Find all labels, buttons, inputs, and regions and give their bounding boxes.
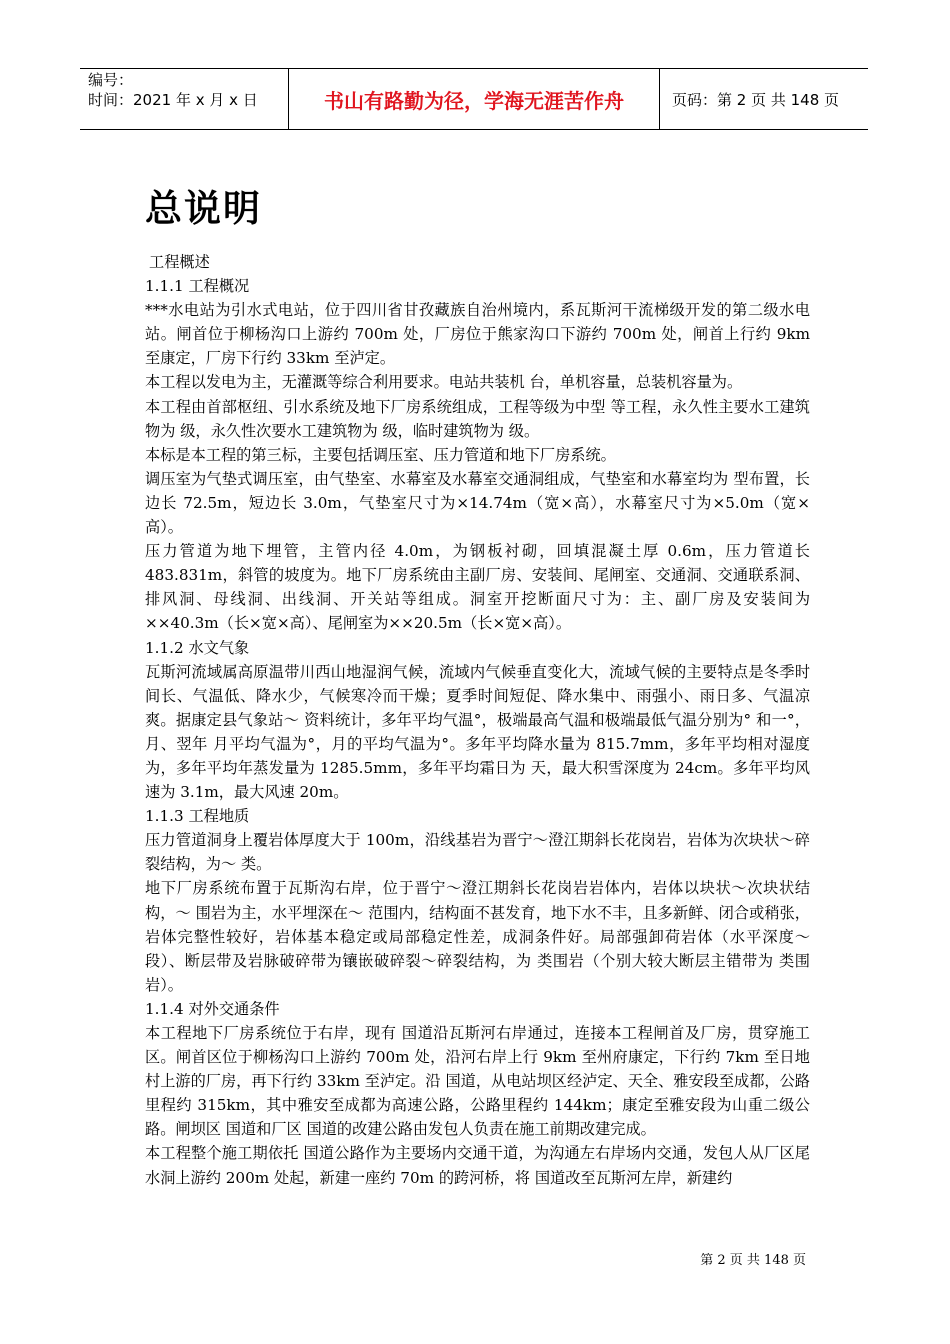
page-header — [80, 68, 868, 130]
header-motto-text: 书山有路勤为径，学海无涯苦作舟 — [324, 88, 624, 113]
header-page-info — [660, 69, 868, 129]
header-motto — [289, 69, 660, 129]
header-number-label: 编号： — [88, 71, 134, 89]
body-paragraph: 调压室为气垫式调压室，由气垫室、水幕室及水幕室交通洞组成，气垫室和水幕室均为 型布置，长边长 72.5m，短边长 3.0m，气垫室尺寸为×14.74m（宽×高），水幕室尺寸为×5.0m（宽×高）。 — [145, 469, 810, 537]
document-body — [145, 250, 810, 1190]
body-paragraph: 本工程整个施工期依托 国道公路作为主要场内交通干道，为沟通左右岸场内交通，发包人从厂区尾水洞上游约 200m 处起，新建一座约 70m 的跨河桥，将 国道改至瓦斯河左岸，新建约 — [145, 1144, 810, 1187]
body-paragraph: 本工程地下厂房系统位于右岸，现有 国道沿瓦斯河右岸通过，连接本工程闸首及厂房，贯穿施工区。闸首区位于柳杨沟口上游约 700m 处，沿河右岸上行 9km 至州府康定，下行约 7km 至日地村上游的厂房，再下行约 33km 至泸定。沿 国道，从电站坝区经泸定、天全、雅安段至成都，公路里程约 315km，其中雅安至成都为高速公路，公路里程约 144km；康定至雅安段为山重二级公路。闸坝区 国道和厂区 国道的改建公路由发包人负责在施工前期改建完成。 — [145, 1024, 810, 1139]
header-meta — [80, 69, 289, 129]
body-paragraph: 压力管道为地下埋管，主管内径 4.0m，为钢板衬砌，回填混凝土厚 0.6m，压力管道长 483.831m，斜管的坡度为。地下厂房系统由主副厂房、安装间、尾闸室、交通洞、交通联系洞、排风洞、母线洞、出线洞、开关站等组成。洞室开挖断面尺寸为：主、副厂房及安装间为××40.3m（长×宽×高）、尾闸室为××20.5m（长×宽×高）。 — [145, 542, 810, 633]
subsection-heading: 1.1.2 水文气象 — [145, 638, 250, 657]
body-paragraph: 压力管道洞身上覆岩体厚度大于 100m，沿线基岩为晋宁～澄江期斜长花岗岩，岩体为次块状～碎裂结构，为～ 类。 — [145, 831, 810, 874]
body-paragraph: 地下厂房系统布置于瓦斯沟右岸，位于晋宁～澄江期斜长花岗岩岩体内，岩体以块状～次块状结构，～ 围岩为主，水平埋深在～ 范围内，结构面不甚发育，地下水不丰，且多新鲜、闭合或稍张，岩体完整性较好，岩体基本稳定或局部稳定性差，成洞条件好。局部强卸荷岩体（水平深度～ 段）、断层带及岩脉破碎带为镶嵌破碎裂～碎裂结构，为 类围岩（个别大较大断层主错带为 类围岩）。 — [145, 879, 810, 994]
page-footer: 第 2 页 共 148 页 — [700, 1253, 806, 1268]
body-paragraph: 本工程由首部枢纽、引水系统及地下厂房系统组成，工程等级为中型 等工程，永久性主要水工建筑物为 级，永久性次要水工建筑物为 级，临时建筑物为 级。 — [145, 397, 810, 440]
header-date: 时间：2021 年 x 月 x 日 — [88, 91, 258, 109]
body-paragraph: 瓦斯河流域属高原温带川西山地湿润气候，流域内气候垂直变化大，流域气候的主要特点是冬季时间长、气温低、降水少，气候寒冷而干燥；夏季时间短促、降水集中、雨强小、雨日多、气温凉爽。据康定县气象站～ 资料统计，多年平均气温°，极端最高气温和极端最低气温分别为° 和一°，月、翌年 月平均气温为°，月的平均气温为°。多年平均降水量为 815.7mm，多年平均相对湿度为，多年平均年蒸发量为 1285.5mm，多年平均霜日为 天，最大积雪深度为 24cm。多年平均风速为 3.1m，最大风速 20m。 — [145, 662, 810, 802]
header-page-info-text: 页码：第 2 页 共 148 页 — [672, 90, 840, 109]
section-title: 工程概述 — [149, 253, 210, 271]
body-paragraph: ***水电站为引水式电站，位于四川省甘孜藏族自治州境内，系瓦斯河干流梯级开发的第二级水电站。闸首位于柳杨沟口上游约 700m 处，厂房位于熊家沟口下游约 700m 处，闸首上行约 9km 至康定，厂房下行约 33km 至泸定。 — [145, 301, 810, 368]
body-paragraph: 本标是本工程的第三标，主要包括调压室、压力管道和地下厂房系统。 — [145, 445, 616, 464]
document-title: 总说明 — [145, 187, 262, 230]
subsection-heading: 1.1.3 工程地质 — [145, 807, 250, 826]
subsection-heading: 1.1.4 对外交通条件 — [145, 999, 280, 1018]
subsection-heading: 1.1.1 工程概况 — [145, 277, 250, 296]
body-paragraph: 本工程以发电为主，无灌溉等综合利用要求。电站共装机 台，单机容量，总装机容量为。 — [145, 373, 743, 392]
